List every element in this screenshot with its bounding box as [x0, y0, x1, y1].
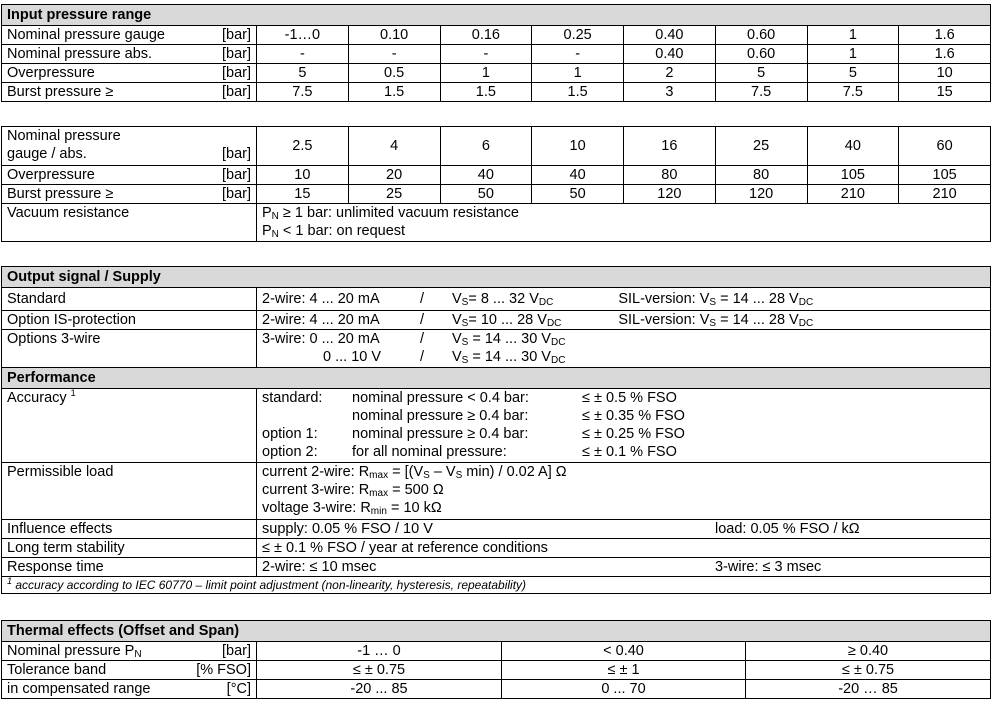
- table-row: [2, 642, 991, 661]
- cell: 10: [899, 64, 991, 83]
- table-row: [2, 166, 991, 185]
- row-label: Vacuum resistance: [2, 204, 257, 242]
- cell: 50: [532, 185, 624, 204]
- table-row: [2, 558, 991, 577]
- cell: 210: [899, 185, 991, 204]
- row-label: Overpressure [bar]: [2, 64, 257, 83]
- response-value: 2-wire: ≤ 10 msec 3-wire: ≤ 3 msec: [257, 558, 991, 577]
- cell: -: [532, 45, 624, 64]
- row-label: Option IS-protection: [2, 311, 257, 330]
- cell: 60: [899, 127, 991, 166]
- cell: 80: [715, 166, 807, 185]
- cell: 2: [624, 64, 716, 83]
- table-row: [2, 539, 991, 558]
- cell: 1.5: [348, 83, 440, 102]
- cell: -: [440, 45, 532, 64]
- output-performance-table: [1, 266, 991, 594]
- influence-value: supply: 0.05 % FSO / 10 V load: 0.05 % FSO / kΩ: [257, 520, 991, 539]
- row-label: Overpressure [bar]: [2, 166, 257, 185]
- table-row: [2, 204, 991, 242]
- is-value: 2-wire: 4 ... 20 mA / $V_S= 10$ ... 28 $V_{DC}$ SIL-version: $V_S = 14$ ... 28 $V_{DC}$: [257, 311, 991, 330]
- table-row: [2, 463, 991, 520]
- cell: -20 ... 85: [257, 680, 502, 699]
- cell: 40: [440, 166, 532, 185]
- three-wire-value: 3-wire: 0 ... 20 mA / $V_S = 14$ ... 30 $V_{DC}$ 0 ... 10 $V / V_S = 14$ ... 30 $V_{DC}$: [257, 330, 991, 368]
- cell: 1: [807, 45, 899, 64]
- cell: 15: [899, 83, 991, 102]
- row-label: Long term stability: [2, 539, 257, 558]
- cell: 80: [624, 166, 716, 185]
- section-title-output: Output signal / Supply: [2, 267, 991, 288]
- row-label: Tolerance band [% FSO]: [2, 661, 257, 680]
- cell: 0.40: [624, 45, 716, 64]
- cell: ≥ 0.40: [746, 642, 991, 661]
- table-row: [2, 26, 991, 45]
- cell: -: [348, 45, 440, 64]
- cell: 1: [807, 26, 899, 45]
- cell: -1…0: [257, 26, 349, 45]
- cell: 1.6: [899, 45, 991, 64]
- row-label: Nominal pressure $P_N$ [bar]: [2, 642, 257, 661]
- cell: 5: [257, 64, 349, 83]
- cell: 2.5: [257, 127, 349, 166]
- cell: 7.5: [715, 83, 807, 102]
- cell: 1.5: [440, 83, 532, 102]
- table-row: [2, 311, 991, 330]
- section-title-input: Input pressure range: [2, 5, 991, 26]
- row-label: Nominal pressure gauge / abs. [bar]: [2, 127, 257, 166]
- cell: -20 … 85: [746, 680, 991, 699]
- cell: 6: [440, 127, 532, 166]
- cell: ≤ ± 0.75: [746, 661, 991, 680]
- cell: < 0.40: [502, 642, 746, 661]
- input-pressure-table-2: [1, 126, 991, 242]
- standard-value: 2-wire: 4 ... 20 mA / $V_S= 8$ ... 32 $V_{DC}$ SIL-version: $V_S = 14$ ... 28 $V_{DC}$: [257, 288, 991, 311]
- footnote-row: [2, 577, 991, 594]
- cell: 20: [348, 166, 440, 185]
- cell: 0.25: [532, 26, 624, 45]
- cell: 5: [715, 64, 807, 83]
- cell: -1 … 0: [257, 642, 502, 661]
- cell: 0.5: [348, 64, 440, 83]
- table-row: [2, 185, 991, 204]
- cell: 40: [532, 166, 624, 185]
- footnote: $^1$ accuracy according to IEC 60770 – limit point adjustment (non-linearity, hysteresis, repeatability): [2, 577, 991, 594]
- row-label: Accuracy $^1$: [2, 389, 257, 463]
- table-row: [2, 680, 991, 699]
- section-title-performance: Performance: [2, 368, 991, 389]
- cell: 0.40: [624, 26, 716, 45]
- table-row: [2, 330, 991, 368]
- cell: 0 ... 70: [502, 680, 746, 699]
- cell: 10: [257, 166, 349, 185]
- cell: 10: [532, 127, 624, 166]
- cell: 3: [624, 83, 716, 102]
- cell: 7.5: [257, 83, 349, 102]
- load-value: current 2-wire: $R_{max} = [(V_S - V_S$ min) / 0.02 A] Ω current 3-wire: $R_{max} = 500$ Ω voltage 3-wire: $R_{min} = 10$ kΩ: [257, 463, 991, 520]
- cell: 5: [807, 64, 899, 83]
- cell: 7.5: [807, 83, 899, 102]
- cell: 105: [899, 166, 991, 185]
- cell: 0.16: [440, 26, 532, 45]
- input-pressure-table: [1, 4, 991, 102]
- table-row: [2, 661, 991, 680]
- row-label: Nominal pressure gauge [bar]: [2, 26, 257, 45]
- row-label: Burst pressure ≥ [bar]: [2, 83, 257, 102]
- cell: 1.6: [899, 26, 991, 45]
- row-label: Nominal pressure abs. [bar]: [2, 45, 257, 64]
- row-label: Burst pressure ≥ [bar]: [2, 185, 257, 204]
- row-label: Response time: [2, 558, 257, 577]
- stability-value: ≤ ± 0.1 % FSO / year at reference conditions: [257, 539, 991, 558]
- table-row: [2, 45, 991, 64]
- accuracy-value: standard: nominal pressure < 0.4 bar: ≤ ± 0.5 % FSO nominal pressure ≥ 0.4 bar: ≤ ± 0.35 % FSO option 1: nominal pressure ≥ 0.4 bar: ≤ ± 0.25 % FSO option 2: for all nominal pressure: ≤ ± 0.1 % FSO: [257, 389, 991, 463]
- cell: 105: [807, 166, 899, 185]
- cell: 25: [348, 185, 440, 204]
- cell: 25: [715, 127, 807, 166]
- cell: 1.5: [532, 83, 624, 102]
- cell: 210: [807, 185, 899, 204]
- row-label: in compensated range [°C]: [2, 680, 257, 699]
- table-row: [2, 520, 991, 539]
- table-row: [2, 83, 991, 102]
- cell: 4: [348, 127, 440, 166]
- cell: -: [257, 45, 349, 64]
- thermal-table: [1, 620, 991, 699]
- cell: 0.60: [715, 45, 807, 64]
- cell: 16: [624, 127, 716, 166]
- table-row: [2, 288, 991, 311]
- row-label: Options 3-wire: [2, 330, 257, 368]
- cell: ≤ ± 0.75: [257, 661, 502, 680]
- cell: 40: [807, 127, 899, 166]
- cell: 120: [715, 185, 807, 204]
- table-row: [2, 389, 991, 463]
- table-row: [2, 64, 991, 83]
- cell: 50: [440, 185, 532, 204]
- cell: 1: [440, 64, 532, 83]
- cell: 0.10: [348, 26, 440, 45]
- cell: 120: [624, 185, 716, 204]
- row-label: Influence effects: [2, 520, 257, 539]
- section-title-thermal: Thermal effects (Offset and Span): [2, 621, 991, 642]
- table-row: [2, 127, 991, 166]
- vacuum-cell: $P_N \ge 1$ bar: unlimited vacuum resistance $P_N < 1$ bar: on request: [257, 204, 991, 242]
- row-label: Standard: [2, 288, 257, 311]
- cell: 15: [257, 185, 349, 204]
- cell: 0.60: [715, 26, 807, 45]
- cell: 1: [532, 64, 624, 83]
- row-label: Permissible load: [2, 463, 257, 520]
- cell: ≤ ± 1: [502, 661, 746, 680]
